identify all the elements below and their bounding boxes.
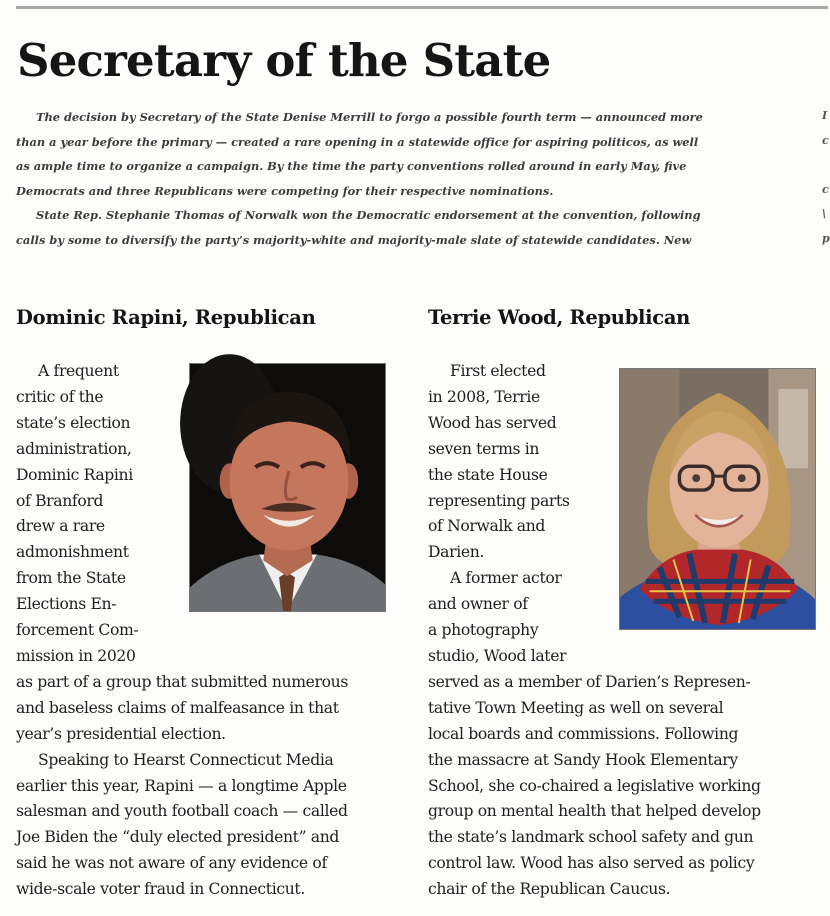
bio-line: Joe Biden the “duly elected president” and <box>16 828 340 847</box>
bio-line: A former actor <box>450 569 562 588</box>
intro-line: State Rep. Stephanie Thomas of Norwalk won the Democratic endorsement at the convention, following <box>36 208 701 222</box>
bio-line: year’s presidential election. <box>16 724 226 743</box>
bio-line: in 2008, Terrie <box>428 387 540 406</box>
adjacent-column-fragment: c <box>822 134 829 147</box>
intro-line: Democrats and three Republicans were competing for their respective nominations. <box>16 183 554 198</box>
page-title: Secretary of the State <box>17 34 551 87</box>
bio-line: the massacre at Sandy Hook Elementary <box>428 750 738 769</box>
bio-line: School, she co-chaired a legislative working <box>428 776 761 795</box>
bio-line: and owner of <box>428 595 528 614</box>
adjacent-column-fragment: \ <box>822 207 827 220</box>
portrait-illustration <box>190 364 385 611</box>
bio-line: local boards and commissions. Following <box>428 724 739 743</box>
bio-line: forcement Com- <box>16 621 139 640</box>
candidate-photo-rapini <box>189 363 386 612</box>
intro-paragraph <box>16 203 811 252</box>
bio-line: served as a member of Darien’s Represen- <box>428 672 751 691</box>
bio-line: the state House <box>428 465 548 484</box>
adjacent-column-fragment: I <box>822 109 828 122</box>
bio-line: representing parts <box>428 491 570 510</box>
bio-line: of Norwalk and <box>428 517 546 536</box>
bio-line: Darien. <box>428 543 485 562</box>
intro-line: The decision by Secretary of the State Denise Merrill to forgo a possible fourth term — announced more <box>36 110 703 124</box>
bio-line: First elected <box>450 362 546 380</box>
bio-line: from the State <box>16 569 126 588</box>
candidate-photo-wood <box>619 368 816 630</box>
bio-line: state’s election <box>16 413 131 432</box>
bio-line: chair of the Republican Caucus. <box>428 880 671 899</box>
bio-line: mission in 2020 <box>16 646 136 665</box>
bio-line: seven terms in <box>428 439 540 458</box>
bio-line: Elections En- <box>16 595 117 614</box>
intro-line: calls by some to diversify the party’s majority-white and majority-male slate of statewide candidates. New <box>16 232 692 247</box>
adjacent-column-fragment: p <box>822 232 830 245</box>
adjacent-column-fragment: c <box>822 183 829 196</box>
bio-line: Speaking to Hearst Connecticut Media <box>38 750 334 769</box>
bio-line: Dominic Rapini <box>16 465 133 484</box>
bio-line: A frequent <box>38 362 119 380</box>
top-rule <box>16 6 828 9</box>
bio-line: salesman and youth football coach — called <box>16 802 348 821</box>
bio-line: and baseless claims of malfeasance in that <box>16 698 339 717</box>
candidate-heading: Dominic Rapini, Republican <box>16 306 316 329</box>
bio-line: control law. Wood has also served as policy <box>428 854 755 873</box>
intro-text <box>16 105 811 252</box>
intro-line: than a year before the primary — created a rare opening in a statewide office for aspiring politicos, as well <box>16 134 699 149</box>
bio-line: drew a rare <box>16 517 105 536</box>
bio-line: tative Town Meeting as well on several <box>428 698 724 717</box>
bio-line: wide-scale voter fraud in Connecticut. <box>16 880 305 899</box>
bio-line: earlier this year, Rapini — a longtime Apple <box>16 776 347 795</box>
bio-line: studio, Wood later <box>428 646 567 665</box>
bio-line: group on mental health that helped develop <box>428 802 761 821</box>
portrait-illustration <box>620 369 815 629</box>
intro-paragraph <box>16 105 811 203</box>
bio-line: admonishment <box>16 543 129 562</box>
intro-line: as ample time to organize a campaign. By the time the party conventions rolled around in early May, five <box>16 159 687 173</box>
bio-line: administration, <box>16 439 132 458</box>
candidate-heading: Terrie Wood, Republican <box>428 306 691 329</box>
bio-line: Wood has served <box>428 413 557 432</box>
bio-line: said he was not aware of any evidence of <box>16 854 327 873</box>
bio-line: the state’s landmark school safety and gun <box>428 828 754 847</box>
bio-line: a photography <box>428 621 539 640</box>
bio-line: as part of a group that submitted numerous <box>16 672 349 691</box>
bio-line: of Branford <box>16 491 104 510</box>
bio-line: critic of the <box>16 387 104 406</box>
